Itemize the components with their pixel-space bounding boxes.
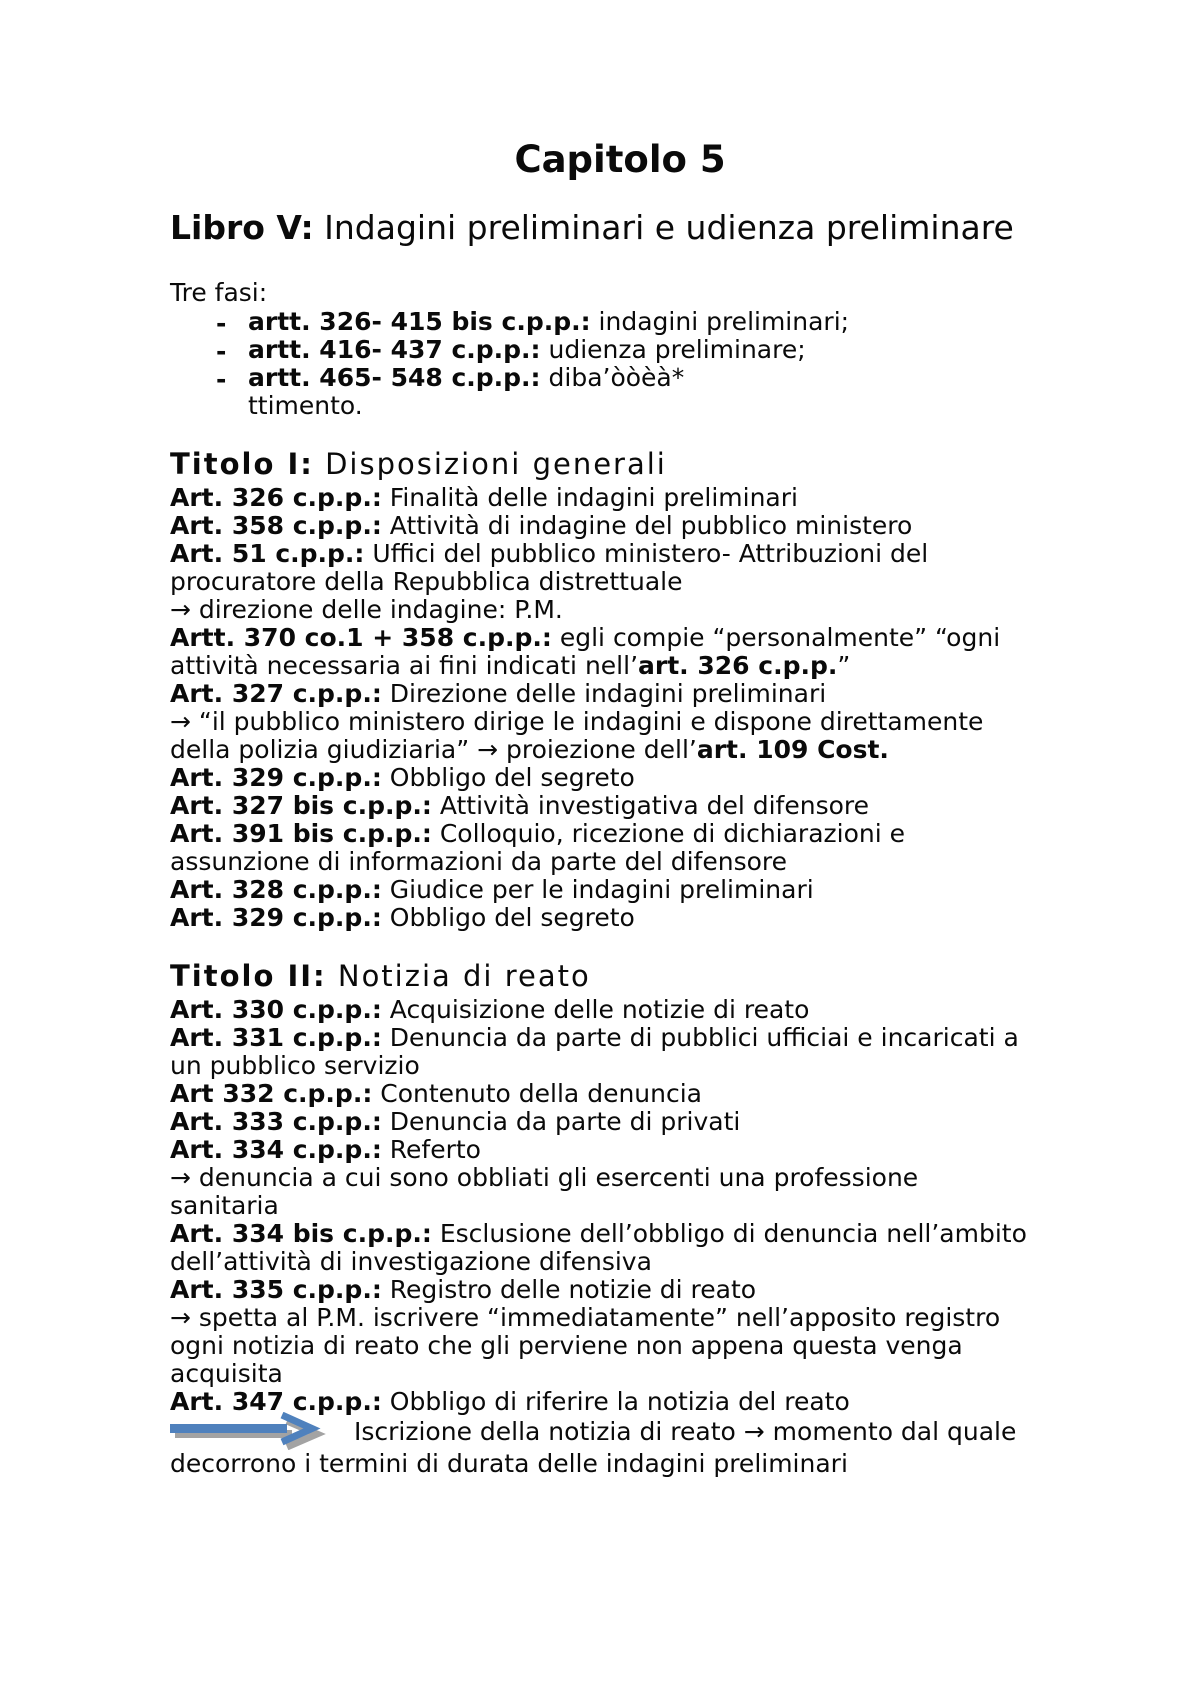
article-entry	[170, 624, 1070, 680]
bold-text-segment: Art 332 c.p.p.:	[170, 1079, 373, 1108]
section-heading-rest: Disposizioni generali	[313, 447, 667, 481]
text-segment: Direzione delle indagini preliminari	[381, 679, 827, 708]
text-segment: Uffici del pubblico ministero- Attribuzioni del	[364, 539, 929, 568]
article-entry	[170, 1164, 1070, 1220]
text-segment: egli compie “personalmente” “ogni	[551, 623, 1001, 652]
text-segment: → direzione delle indagine: P.M.	[170, 595, 563, 624]
text-line	[170, 1332, 1070, 1360]
text-segment: acquisita	[170, 1359, 283, 1388]
chapter-title: Capitolo 5	[514, 138, 726, 181]
book-heading	[170, 208, 1070, 248]
text-line	[170, 1136, 1070, 1164]
text-segment: procuratore della Repubblica distrettuale	[170, 567, 683, 596]
article-entry	[170, 1080, 1070, 1108]
text-line	[170, 848, 1070, 876]
bold-text-segment: Art. 391 bis c.p.p.:	[170, 819, 432, 848]
article-entry	[170, 904, 1070, 932]
text-line	[248, 336, 1070, 364]
text-line	[170, 1304, 1070, 1332]
bold-text-segment: art. 109 Cost.	[696, 735, 889, 764]
section-heading-rest: Notizia di reato	[326, 959, 591, 993]
article-entry	[170, 1136, 1070, 1164]
bold-text-segment: Art. 334 c.p.p.:	[170, 1135, 382, 1164]
bold-text-segment: Art. 327 c.p.p.:	[170, 679, 382, 708]
text-segment: udienza preliminare;	[540, 335, 806, 364]
text-segment: assunzione di informazioni da parte del difensore	[170, 847, 788, 876]
document-content	[170, 138, 1070, 1478]
bold-text-segment: Art. 333 c.p.p.:	[170, 1107, 382, 1136]
text-line	[170, 904, 1070, 932]
text-line	[170, 596, 1070, 624]
article-entry	[170, 596, 1070, 624]
text-line	[170, 1220, 1070, 1248]
section-titolo-2	[170, 958, 1070, 1478]
text-segment: Attività di indagine del pubblico ministero	[381, 511, 913, 540]
text-line	[170, 624, 1070, 652]
section-heading-lead: Titolo II:	[170, 959, 327, 993]
text-segment: ogni notizia di reato che gli perviene non appena questa venga	[170, 1331, 963, 1360]
article-entry	[170, 540, 1070, 596]
text-line	[170, 1360, 1070, 1388]
text-segment: Denuncia da parte di privati	[381, 1107, 741, 1136]
article-entry	[170, 1108, 1070, 1136]
book-heading-rest: Indagini preliminari e udienza preliminare	[313, 208, 1014, 247]
text-segment: → denuncia a cui sono obbliati gli esercenti una professione	[170, 1163, 919, 1192]
text-segment: Iscrizione della notizia di reato → momento dal quale	[354, 1417, 1017, 1446]
text-segment: dell’attività di investigazione difensiva	[170, 1247, 652, 1276]
text-segment: Referto	[381, 1135, 481, 1164]
phase-item	[170, 364, 1070, 420]
text-line	[170, 996, 1070, 1024]
bold-text-segment: Art. 330 c.p.p.:	[170, 995, 382, 1024]
text-segment: decorrono i termini di durata delle indagini preliminari	[170, 1449, 848, 1478]
text-segment: Registro delle notizie di reato	[381, 1275, 757, 1304]
article-entry	[170, 1220, 1070, 1276]
section-titolo-1	[170, 446, 1070, 932]
arrow-icon	[170, 1412, 330, 1450]
bold-text-segment: Art. 358 c.p.p.:	[170, 511, 382, 540]
bold-text-segment: Art. 347 c.p.p.:	[170, 1387, 382, 1416]
text-segment: Giudice per le indagini preliminari	[381, 875, 814, 904]
text-segment: Obbligo del segreto	[381, 763, 635, 792]
text-line	[170, 1052, 1070, 1080]
section-heading	[170, 958, 1070, 994]
dash-bullet: -	[216, 337, 227, 366]
text-segment: un pubblico servizio	[170, 1051, 420, 1080]
text-line	[170, 512, 1070, 540]
bold-text-segment: artt. 326- 415 bis c.p.p.:	[248, 307, 591, 336]
text-line	[170, 1108, 1070, 1136]
text-line	[170, 540, 1070, 568]
text-segment: Contenuto della denuncia	[372, 1079, 702, 1108]
text-segment: diba’òòèà*	[540, 363, 685, 392]
text-segment: attività necessaria ai fini indicati nell’	[170, 651, 639, 680]
text-line	[170, 1164, 1070, 1192]
text-line	[170, 1416, 1070, 1450]
article-entry	[170, 1276, 1070, 1304]
text-segment: Acquisizione delle notizie di reato	[381, 995, 810, 1024]
text-line	[248, 392, 1070, 420]
text-segment: ttimento.	[248, 391, 363, 420]
text-line	[170, 1080, 1070, 1108]
dash-bullet: -	[216, 365, 227, 394]
intro-text: Tre fasi:	[170, 278, 268, 307]
text-segment: Obbligo del segreto	[381, 903, 635, 932]
bold-text-segment: Art. 326 c.p.p.:	[170, 483, 382, 512]
article-entry	[170, 708, 1070, 764]
article-entry	[170, 1304, 1070, 1388]
text-line	[170, 1192, 1070, 1220]
text-line	[170, 1276, 1070, 1304]
text-segment: sanitaria	[170, 1191, 279, 1220]
article-entry	[170, 820, 1070, 876]
text-segment: indagini preliminari;	[590, 307, 850, 336]
text-line	[170, 568, 1070, 596]
article-entry	[170, 512, 1070, 540]
bold-text-segment: Art. 335 c.p.p.:	[170, 1275, 382, 1304]
text-segment: della polizia giudiziaria” → proiezione dell’	[170, 735, 697, 764]
text-segment: Finalità delle indagini preliminari	[381, 483, 798, 512]
section-heading-lead: Titolo I:	[170, 447, 314, 481]
text-line	[170, 764, 1070, 792]
text-line	[170, 736, 1070, 764]
text-line	[170, 652, 1070, 680]
article-entry	[170, 764, 1070, 792]
text-line	[170, 708, 1070, 736]
text-segment: Colloquio, ricezione di dichiarazioni e	[431, 819, 906, 848]
text-line	[248, 308, 1070, 336]
text-line	[170, 876, 1070, 904]
bold-text-segment: Artt. 370 co.1 + 358 c.p.p.:	[170, 623, 552, 652]
book-heading-lead: Libro V:	[170, 208, 314, 247]
dash-bullet: -	[216, 309, 227, 338]
phase-item	[170, 308, 1070, 336]
article-entry	[170, 876, 1070, 904]
text-segment: ”	[837, 651, 851, 680]
text-segment: → “il pubblico ministero dirige le indagini e dispone direttamente	[170, 707, 984, 736]
article-entry	[170, 1024, 1070, 1080]
bold-text-segment: Art. 327 bis c.p.p.:	[170, 791, 432, 820]
phase-list	[170, 308, 1070, 420]
text-segment: Esclusione dell’obbligo di denuncia nell’ambito	[431, 1219, 1027, 1248]
bold-text-segment: artt. 465- 548 c.p.p.:	[248, 363, 541, 392]
text-line	[170, 1024, 1070, 1052]
text-segment: → spetta al P.M. iscrivere “immediatamente” nell’apposito registro	[170, 1303, 1001, 1332]
text-line	[170, 820, 1070, 848]
text-line	[170, 680, 1070, 708]
bold-text-segment: Art. 331 c.p.p.:	[170, 1023, 382, 1052]
text-line	[170, 1450, 1070, 1478]
article-entry	[170, 680, 1070, 708]
text-line	[170, 1248, 1070, 1276]
text-line	[170, 484, 1070, 512]
section-heading	[170, 446, 1070, 482]
article-entry	[170, 1416, 1070, 1478]
bold-text-segment: Art. 328 c.p.p.:	[170, 875, 382, 904]
text-line	[170, 792, 1070, 820]
bold-text-segment: artt. 416- 437 c.p.p.:	[248, 335, 541, 364]
sections-container	[170, 446, 1070, 1478]
bold-text-segment: Art. 334 bis c.p.p.:	[170, 1219, 432, 1248]
text-line	[248, 364, 1070, 392]
bold-text-segment: Art. 329 c.p.p.:	[170, 763, 382, 792]
bold-text-segment: Art. 51 c.p.p.:	[170, 539, 365, 568]
bold-text-segment: art. 326 c.p.p.	[638, 651, 838, 680]
article-entry	[170, 996, 1070, 1024]
text-segment: Obbligo di riferire la notizia del reato	[381, 1387, 850, 1416]
article-entry	[170, 484, 1070, 512]
text-segment: Denuncia da parte di pubblici ufficiai e incaricati a	[381, 1023, 1019, 1052]
text-segment: Attività investigativa del difensore	[431, 791, 869, 820]
bold-text-segment: Art. 329 c.p.p.:	[170, 903, 382, 932]
article-entry	[170, 792, 1070, 820]
phase-item	[170, 336, 1070, 364]
